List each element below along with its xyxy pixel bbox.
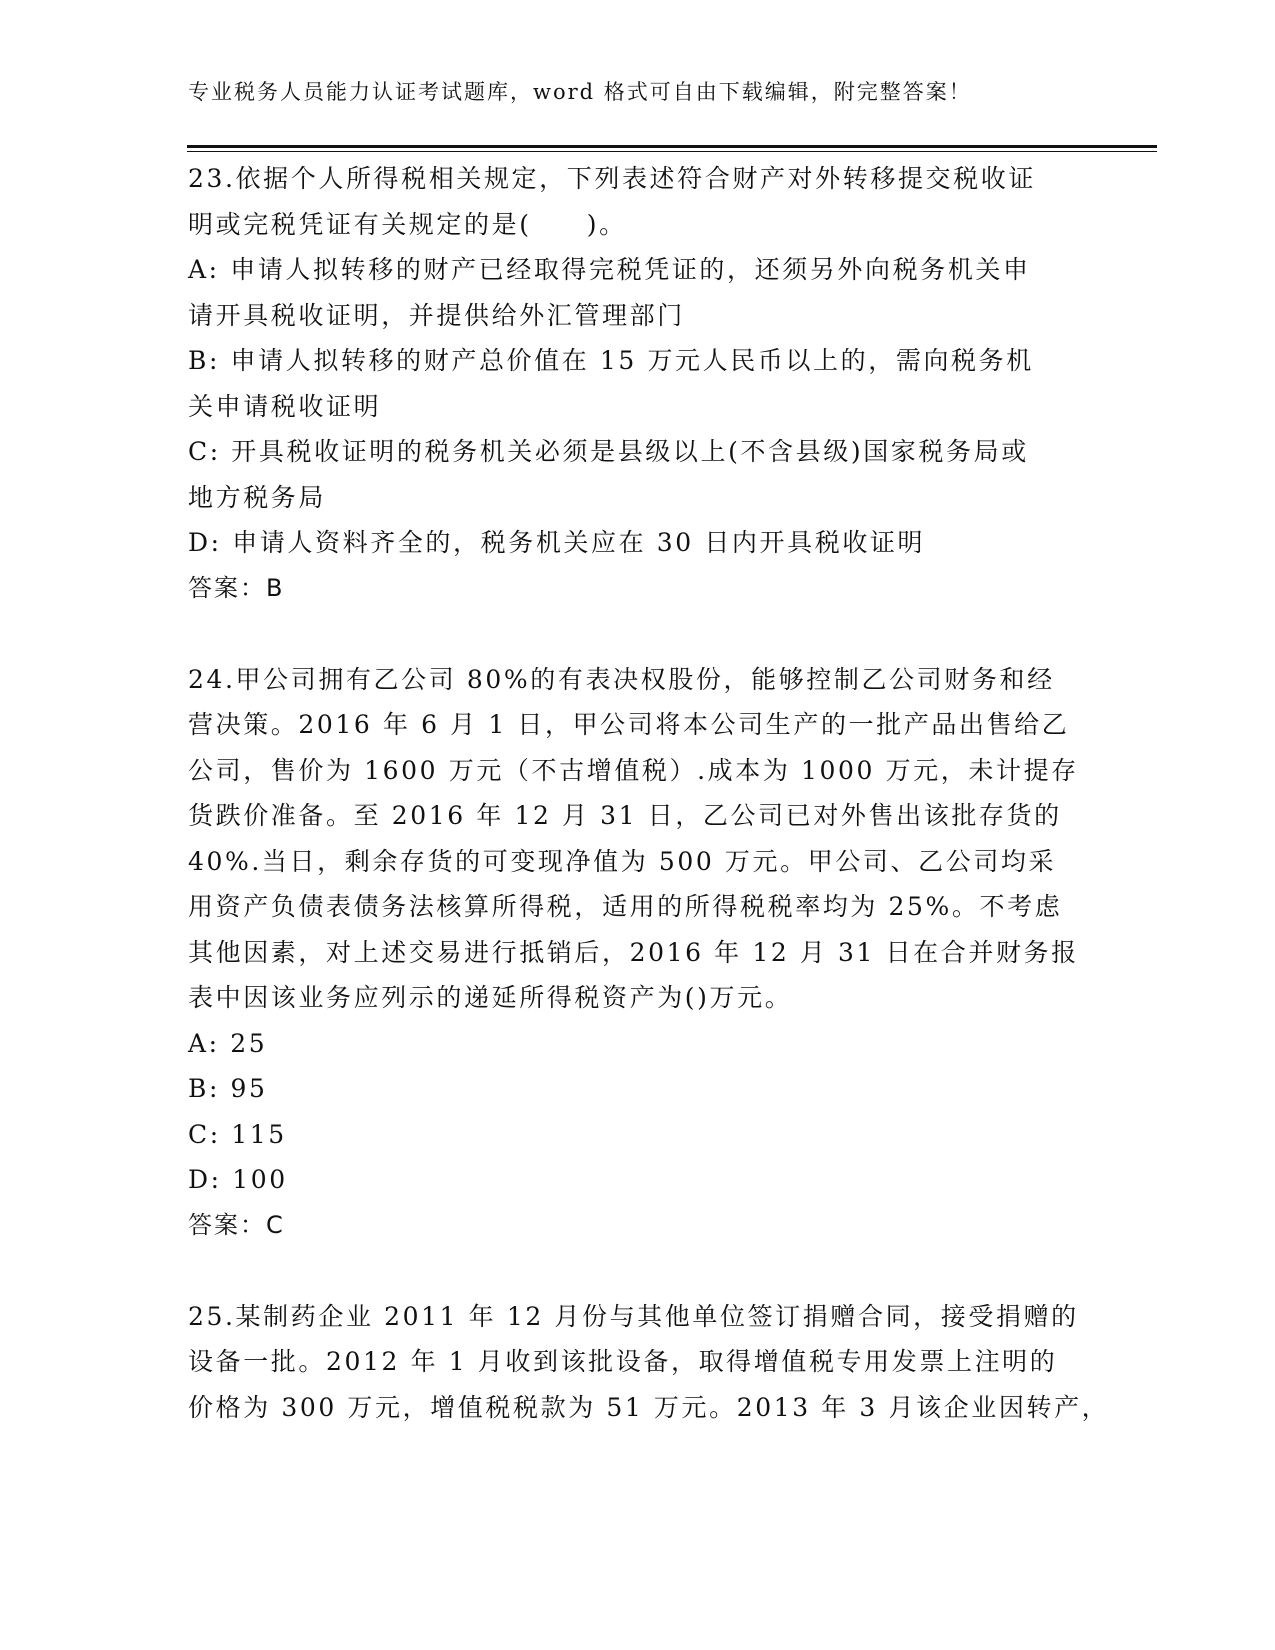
question-stem-line: 货跌价准备。至 2016 年 12 月 31 日，乙公司已对外售出该批存货的 [188,801,1062,830]
option-line: C: 115 [188,1119,287,1149]
option-line: D: 申请人资料齐全的，税务机关应在 30 日内开具税收证明 [188,528,926,557]
option-line: D: 100 [188,1165,288,1194]
option-line: A: 申请人拟转移的财产已经取得完税凭证的，还须另外向税务机关申 [188,255,1031,284]
option-line: B: 申请人拟转移的财产总价值在 15 万元人民币以上的，需向税务机 [188,346,1034,375]
question-stem-line: 公司，售价为 1600 万元（不古增值税）.成本为 1000 万元，未计提存 [188,755,1079,785]
question-stem-line: 其他因素，对上述交易进行抵销后，2016 年 12 月 31 日在合并财务报 [188,937,1079,967]
option-line: 请开具税收证明，并提供给外汇管理部门 [188,300,685,330]
question-stem-line: 用资产负债表债务法核算所得税，适用的所得税税率均为 25%。不考虑 [188,892,1063,921]
question-stem-line: 设备一批。2012 年 1 月收到该批设备，取得增值税专用发票上注明的 [188,1347,1058,1376]
answer-label: 答案：C [188,1210,285,1239]
question-spacer [188,611,1088,657]
question-stem-line: 表中因该业务应列示的递延所得税资产为()万元。 [188,983,793,1012]
option-line: A: 25 [188,1028,268,1058]
question-stem-line: 价格为 300 万元，增值税税款为 51 万元。2013 年 3 月该企业因转产， [188,1392,1110,1422]
answer-label: 答案：B [188,573,285,602]
question-spacer [188,1248,1088,1294]
question-list [188,156,1110,1430]
question-stem-line: 24.甲公司拥有乙公司 80%的有表决权股份，能够控制乙公司财务和经 [188,664,1055,694]
header-rule-thick [187,145,1157,148]
option-line: 地方税务局 [188,482,327,512]
option-line: 关申请税收证明 [188,391,382,421]
question-24 [188,657,1088,1249]
page-header: 专业税务人员能力认证考试题库，word 格式可自由下载编辑，附完整答案！ [188,80,972,104]
option-line: B: 95 [188,1074,268,1103]
question-23 [188,156,1088,611]
question-stem-line: 25.某制药企业 2011 年 12 月份与其他单位签订捐赠合同，接受捐赠的 [188,1301,1079,1331]
question-25 [188,1294,1110,1431]
question-stem-line: 明或完税凭证有关规定的是( )。 [188,209,627,239]
question-stem-line: 营决策。2016 年 6 月 1 日，甲公司将本公司生产的一批产品出售给乙 [188,710,1070,739]
header-rule-thin [187,151,1157,152]
question-stem-line: 40%.当日，剩余存货的可变现净值为 500 万元。甲公司、乙公司均采 [188,846,1057,876]
option-line: C: 开具税收证明的税务机关必须是县级以上(不含县级)国家税务局或 [188,437,1029,466]
question-stem-line: 23.依据个人所得税相关规定，下列表述符合财产对外转移提交税收证 [188,164,1036,193]
